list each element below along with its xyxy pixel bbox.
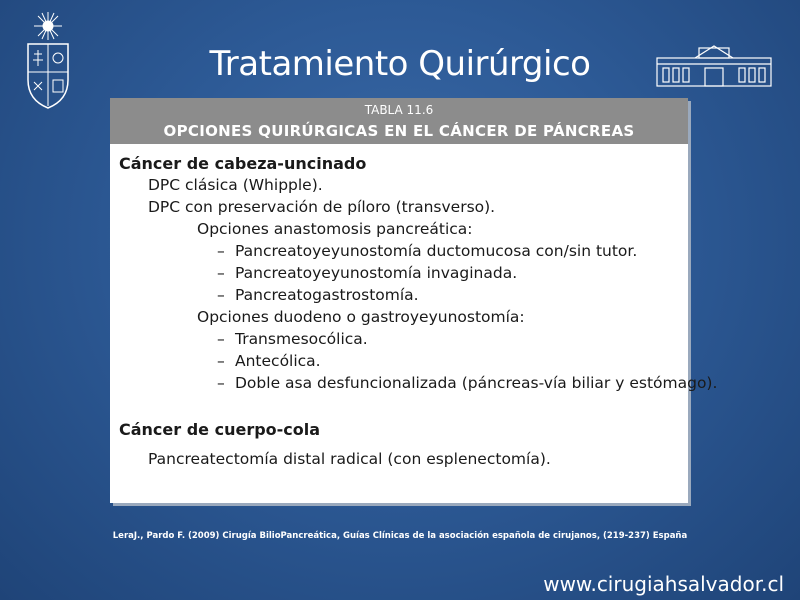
dash-marker: – bbox=[217, 352, 225, 370]
list-item-text: Pancreatoyeyunostomía ductomucosa con/sin tutor. bbox=[235, 242, 638, 260]
list-item: Opciones duodeno o gastroyeyunostomía: bbox=[197, 308, 525, 326]
list-item bbox=[217, 374, 717, 392]
list-item: DPC con preservación de píloro (transverso). bbox=[148, 198, 496, 216]
list-item: Pancreatectomía distal radical (con esplenectomía). bbox=[148, 450, 551, 468]
list-item: DPC clásica (Whipple). bbox=[148, 176, 323, 194]
dash-marker: – bbox=[217, 374, 225, 392]
list-item bbox=[217, 264, 517, 282]
list-item bbox=[217, 330, 368, 348]
section-heading: Cáncer de cabeza-uncinado bbox=[119, 154, 367, 173]
list-item-text: Pancreatoyeyunostomía invaginada. bbox=[235, 264, 518, 282]
list-item bbox=[217, 286, 419, 304]
section-heading: Cáncer de cuerpo-cola bbox=[119, 420, 321, 439]
dash-marker: – bbox=[217, 330, 225, 348]
list-item bbox=[217, 242, 637, 260]
footer-website: www.cirugiahsalvador.cl bbox=[543, 572, 784, 596]
dash-marker: – bbox=[217, 286, 225, 304]
list-item: Opciones anastomosis pancreática: bbox=[197, 220, 473, 238]
table-number: TABLA 11.6 bbox=[364, 103, 434, 117]
list-item-text: Doble asa desfuncionalizada (páncreas-vía biliar y estómago). bbox=[235, 374, 718, 392]
citation-caption: LeraJ., Pardo F. (2009) Cirugía BilioPancreática, Guías Clínicas de la asociación española de cirujanos, (219-237) España bbox=[112, 531, 688, 541]
dash-marker: – bbox=[217, 242, 225, 260]
table-title: OPCIONES QUIRÚRGICAS EN EL CÁNCER DE PÁNCREAS bbox=[163, 122, 635, 140]
list-item-text: Transmesocólica. bbox=[235, 330, 368, 348]
list-item-text: Pancreatogastrostomía. bbox=[235, 286, 419, 304]
list-item-text: Antecólica. bbox=[235, 352, 321, 370]
dash-marker: – bbox=[217, 264, 225, 282]
table-header bbox=[110, 98, 688, 144]
surgical-options-table bbox=[110, 98, 718, 503]
slide-title: Tratamiento Quirúrgico bbox=[209, 44, 591, 84]
list-item bbox=[217, 352, 321, 370]
